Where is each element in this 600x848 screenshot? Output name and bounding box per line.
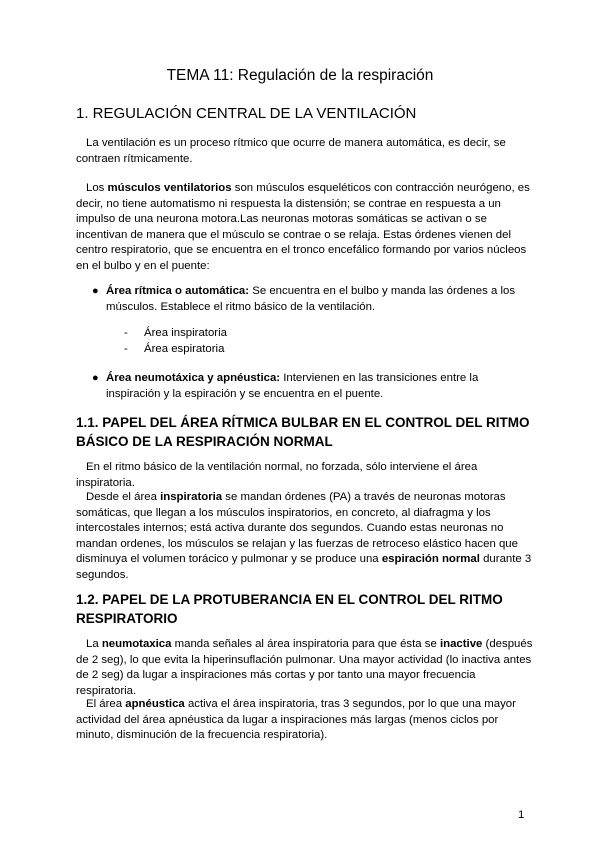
page-title: TEMA 11: Regulación de la respiración <box>166 67 434 84</box>
page-number: 1 <box>518 809 525 821</box>
paragraph-text: durante 3 segundos. <box>76 553 532 581</box>
list-item-text <box>106 371 532 402</box>
bold-term-inactive: inactive <box>439 638 483 650</box>
section-1-2-paragraph-2 <box>76 697 536 744</box>
paragraph-text: Desde el área <box>86 491 161 503</box>
paragraph-text: activa el área inspiratoria, tras 3 segundos, por lo que una mayor actividad del área apnéustica da lugar a inspiraciones más largas (menos ciclos por minuto, disminución de la frecuencia respiratoria). <box>76 698 516 741</box>
bold-term-apneustica: apnéustica <box>125 698 185 710</box>
paragraph-text: El área <box>86 698 126 710</box>
list-item-text <box>106 284 532 315</box>
bullet-icon: ● <box>92 372 99 384</box>
sub-list-item-text: Área espiratoria <box>144 343 225 355</box>
dash-icon: - <box>124 343 128 355</box>
section-1-paragraph-1: La ventilación es un proceso rítmico que ocurre de manera automática, es decir, se contraen rítmicamente. <box>76 137 506 165</box>
sub-list-item-text: Área inspiratoria <box>144 327 227 339</box>
bold-term-area-ritmica: Área rítmica o automática: <box>106 285 250 297</box>
dash-icon: - <box>124 327 128 339</box>
section-1-heading: 1. REGULACIÓN CENTRAL DE LA VENTILACIÓN <box>76 105 417 122</box>
section-1-1-heading: 1.1. PAPEL DEL ÁREA RÍTMICA BULBAR EN EL CONTROL DEL RITMO BÁSICO DE LA RESPIRACIÓN NORMAL <box>76 415 530 449</box>
section-1-paragraph-2 <box>76 181 536 274</box>
paragraph-text: se mandan órdenes (PA) a través de neuronas motoras somáticas, que llegan a los músculos inspiratorios, en concreto, al diafragma y los intercostales internos; está activa durante dos segundos. Cuando estas neuronas no mandan ordenes, los músculos se relajan y las fuerzas de retroceso elástico hacen que disminuya el volumen torácico y pulmonar y se produce una <box>76 491 518 565</box>
sub-list-item <box>124 342 224 358</box>
list-item <box>92 371 532 402</box>
section-1-1-paragraph-1: En el ritmo básico de la ventilación normal, no forzada, sólo interviene el área inspiratoria. <box>76 461 478 489</box>
bold-term-neumotaxica: neumotaxica <box>101 638 172 650</box>
bold-term-musculos-ventilatorios: músculos ventilatorios <box>107 182 232 194</box>
sub-list-item <box>124 326 227 342</box>
section-1-1-paragraph-2 <box>76 490 536 583</box>
list-item-description: Se encuentra en el bulbo y manda las órdenes a los músculos. Establece el ritmo básico de la ventilación. <box>106 285 516 313</box>
paragraph-text: Los <box>86 182 108 194</box>
paragraph-text: (después de 2 seg), lo que evita la hiperinsuflación pulmonar. Una mayor actividad (lo inactiva antes de 2 seg) da lugar a inspiraciones más cortas y por tanto una mayor frecuencia respiratoria. <box>76 638 533 697</box>
bold-term-espiracion-normal: espiración normal <box>381 553 480 565</box>
list-item <box>92 284 532 315</box>
paragraph-text: La <box>86 638 102 650</box>
list-item-description: Intervienen en las transiciones entre la inspiración y la espiración y se encuentra en el puente. <box>106 372 479 400</box>
paragraph-text: manda señales al área inspiratoria para que ésta se <box>171 638 440 650</box>
paragraph-text: son músculos esqueléticos con contracción neurógeno, es decir, no tiene automatismo ni respuesta la distensión; se contrae en respuesta a un impulso de una neurona motora.Las neuronas motoras somáticas se activan o se incentivan de manera que el músculo se contrae o se relaja. Estas órdenes vienen del centro respiratorio, que se encuentra en el tronco encefálico formando por varios núcleos en el bulbo y en el puente: <box>76 182 530 272</box>
bold-term-area-neumotaxica: Área neumotáxica y apnéustica: <box>106 372 281 384</box>
section-1-2-paragraph-1 <box>76 637 536 699</box>
bullet-icon: ● <box>92 285 99 297</box>
bold-term-inspiratoria: inspiratoria <box>160 491 223 503</box>
section-1-2-heading: 1.2. PAPEL DE LA PROTUBERANCIA EN EL CONTROL DEL RITMO RESPIRATORIO <box>76 592 503 626</box>
